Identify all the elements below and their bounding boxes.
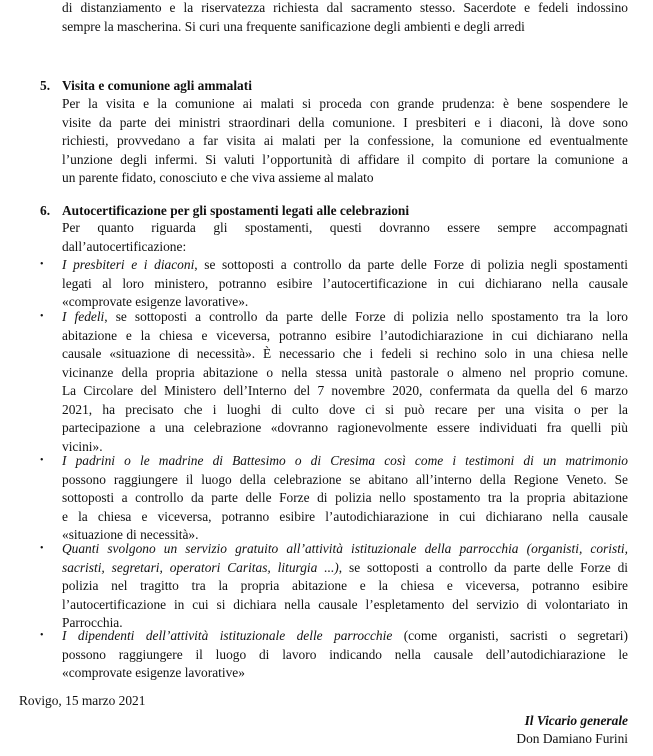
- text-line: richiesti, provvedano a far visita ai malati per la confessione, la comunione ed eventualmente: [62, 133, 628, 148]
- text-line: Per la visita e la comunione ai malati si proceda con grande prudenza: è bene sospendere le: [62, 96, 628, 111]
- section-heading: Visita e comunione agli ammalati: [62, 78, 252, 93]
- text-fragment: , se sottoposti a controllo da parte delle Forze di polizia nello spostamento tra la loro: [104, 309, 628, 324]
- text-line: «comprovate esigenze lavorative».: [62, 294, 249, 309]
- text-line: «situazione di necessità».: [62, 527, 199, 542]
- bullet-icon: •: [40, 259, 44, 270]
- text-line: Parrocchia.: [62, 615, 123, 630]
- text-line: abitazione e la chiesa e viceversa, potranno esibire l’autodichiarazione in cui dichiarano nella: [62, 327, 628, 343]
- section-number: 6.: [40, 203, 51, 218]
- text-line: vicini».: [62, 438, 103, 454]
- intro-paragraph: [62, 0, 628, 36]
- text-line: un parente fidato, conosciuto e che viva assieme al malato: [62, 170, 374, 185]
- text-line: 2021, ha precisato che i luoghi di culto dove ci si può recare per una visita o per la: [62, 401, 628, 417]
- text-line: e la chiesa e viceversa, potranno esibire l’autodichiarazione in cui dichiarano nella causale: [62, 508, 628, 524]
- signature-name: Don Damiano Furini: [516, 731, 628, 746]
- section-number: 5.: [40, 78, 51, 93]
- text-fragment: , se sottoposti a controllo da parte delle Forze di: [338, 559, 628, 575]
- text-line: [62, 627, 628, 646]
- text-line: causale «situazione di necessità». È necessario che i fedeli si rechino solo in una chiesa nelle: [62, 346, 628, 361]
- text-line: di distanziamento e la riservatezza richiesta dal sacramento stesso. Sacerdote e fedeli indossino: [62, 0, 628, 15]
- text-line: «comprovate esigenze lavorative»: [62, 665, 245, 680]
- emphasis-text: I dipendenti dell’attività istituzionale delle parrocchie: [62, 628, 393, 643]
- text-line: vicinanze della propria abitazione o nella stessa unità pastorale o almeno nel proprio comune.: [62, 364, 628, 380]
- text-line: legati al loro ministero, potranno esibire l’autocertificazione in cui dichiarano nella causale: [62, 275, 628, 291]
- text-line: La Circolare del Ministero dell’Interno del 7 novembre 2020, confermata da quella del 6 marzo: [62, 383, 628, 398]
- list-item: [62, 627, 628, 683]
- text-line: visite da parte dei ministri straordinari della comunione. I presbiteri e i diaconi, là dove sono: [62, 114, 628, 130]
- bullet-icon: •: [40, 543, 44, 554]
- list-item: [62, 540, 628, 633]
- text-line: [62, 452, 628, 471]
- text-line: possono raggiungere il luogo di lavoro indicando nella causale dell’autodichiarazione le: [62, 646, 628, 662]
- text-line: possono raggiungere il luogo della celebrazione se abitano all’interno della Regione Veneto. Se: [62, 471, 628, 487]
- text-line: [62, 308, 628, 327]
- text-fragment: (come organisti, sacristi o segretari): [392, 628, 628, 643]
- text-line: [62, 559, 628, 578]
- text-line: sottoposti a controllo da parte delle Forze di polizia nello spostamento tra la propria abitazione: [62, 490, 628, 505]
- signature-title: Il Vicario generale: [524, 713, 628, 728]
- text-line: l’autocertificazione in cui si dichiara nella causale l’espletamento del servizio di volontariato in: [62, 596, 628, 612]
- text-line: [62, 256, 628, 275]
- bullet-icon: •: [40, 311, 44, 322]
- bullet-icon: •: [40, 455, 44, 466]
- list-item: [62, 308, 628, 456]
- text-line: polizia nel tragitto tra la propria abitazione e la chiesa e viceversa, potranno esibire: [62, 578, 628, 593]
- text-line: partecipazione a una celebrazione «dovranno ragionevolmente essere individuati fra quelli più: [62, 420, 628, 435]
- text-line: dall’autocertificazione:: [62, 238, 187, 254]
- section-heading: Autocertificazione per gli spostamenti legati alle celebrazioni: [62, 203, 410, 218]
- text-line: l’unzione degli infermi. Si valuti l’opportunità di affidare il compito di portare la comunione a: [62, 151, 628, 167]
- text-line: sempre la mascherina. Si curi una frequente sanificazione degli ambienti e degli arredi: [62, 18, 525, 34]
- emphasis-text: I padrini o le madrine di Battesimo o di Cresima così come i testimoni di un matrimonio: [62, 453, 628, 468]
- section5-paragraph: [62, 95, 628, 188]
- list-item: [62, 256, 628, 312]
- emphasis-text: sacristi, segretari, operatori Caritas, liturgia ...): [62, 559, 339, 575]
- emphasis-text: I presbiteri e i diaconi: [62, 257, 195, 272]
- text-line: [62, 540, 628, 559]
- section6-intro: [62, 219, 628, 256]
- emphasis-text: I fedeli: [62, 309, 105, 324]
- place-date: Rovigo, 15 marzo 2021: [19, 693, 146, 708]
- bullet-icon: •: [40, 630, 44, 641]
- text-line: Per quanto riguarda gli spostamenti, questi dovranno essere sempre accompagnati: [62, 220, 628, 235]
- text-fragment: , se sottoposti a controllo da parte delle Forze di polizia negli spostamenti: [194, 257, 628, 272]
- list-item: [62, 452, 628, 545]
- emphasis-text: Quanti svolgono un servizio gratuito all’attività istituzionale della parrocchia (organisti, coristi,: [62, 541, 628, 556]
